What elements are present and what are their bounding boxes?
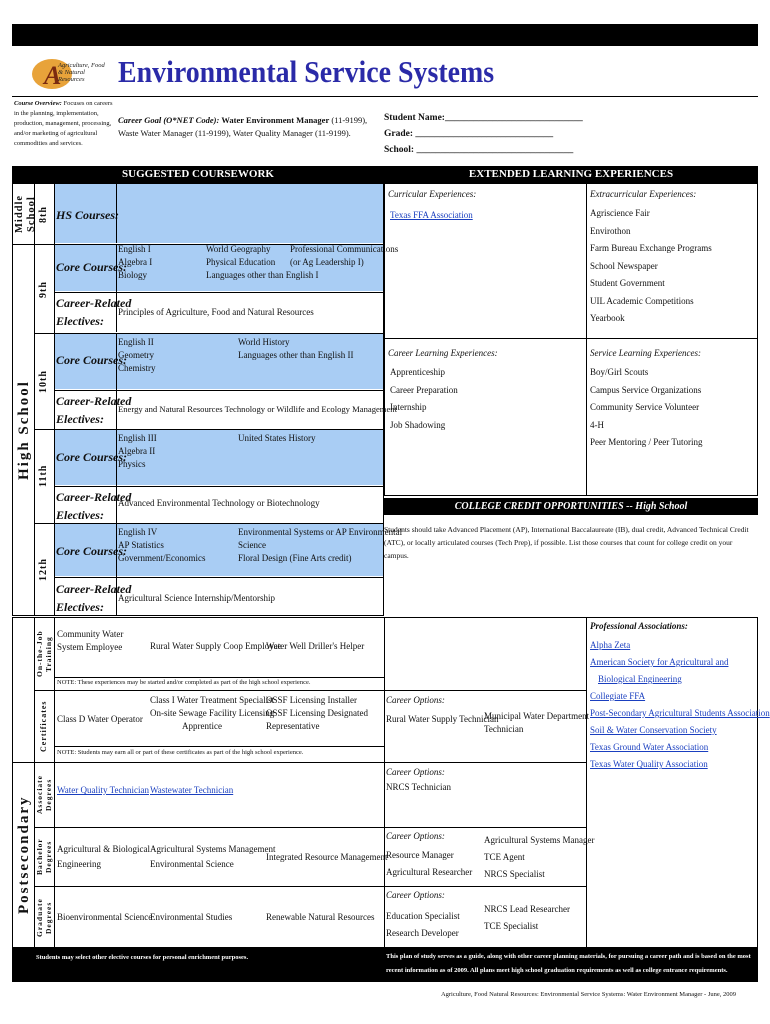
- bachelor-col1: Agricultural & Biological Engineering: [57, 844, 150, 869]
- grade-12-label: 12th: [38, 558, 49, 582]
- core-courses-label-12: Core Courses:: [56, 544, 128, 558]
- high-school-label: High School: [16, 380, 32, 480]
- cert-note: NOTE: Students may earn all or part of these certificates as part of the high school experience.: [57, 749, 304, 756]
- bachelor-col3: Integrated Resource Management: [266, 852, 388, 862]
- tgwa-link[interactable]: Texas Ground Water Association: [590, 742, 709, 752]
- bachelor-label: Bachelor Degrees: [35, 838, 53, 876]
- course-overview-label: Course Overview:: [14, 100, 62, 107]
- postsecondary-label: Postsecondary: [16, 795, 32, 915]
- career-options-label-assoc: Career Options:: [386, 767, 445, 777]
- wastewater-technician-link[interactable]: Wastewater Technician: [150, 785, 234, 795]
- graduate-col1: Bioenvironmental Science: [57, 912, 153, 922]
- grade11-core-col2: United States History: [238, 433, 316, 443]
- grade10-core-col1: English II Geometry Chemistry: [118, 337, 156, 373]
- graduate-col3: Renewable Natural Resources: [266, 912, 375, 922]
- career-goal: [118, 114, 380, 140]
- associate-label: Associate Degrees: [35, 775, 53, 815]
- career-options-label-bach: Career Options:: [386, 831, 445, 841]
- career-options-grad-a: Education Specialist Research Developer: [386, 911, 460, 938]
- ojt-label: On-the-Job Training: [35, 630, 53, 678]
- grade-10-label: 10th: [38, 370, 49, 394]
- professional-associations-list: [590, 637, 770, 773]
- page-title: Environmental Service Systems: [118, 54, 495, 89]
- grade-8-label: 8th: [38, 206, 49, 224]
- certificates-label: Certificates: [39, 700, 48, 752]
- career-options-label-cert: Career Options:: [386, 695, 445, 705]
- grade10-electives: Energy and Natural Resources Technology or Wildlife and Ecology Management: [118, 404, 397, 414]
- ojt-col3: Water Well Driller's Helper: [266, 641, 365, 651]
- career-related-label-11: Career-Related Electives:: [56, 490, 132, 522]
- professional-associations-label: Professional Associations:: [590, 621, 688, 631]
- ojt-note: NOTE: These experiences may be started and/or completed as part of the high school experience.: [57, 679, 311, 686]
- grade9-core-col2: World Geography Physical Education Languages other than English I: [206, 244, 319, 280]
- career-goal-rest: (11-9199), Waste Water Manager (11-9199), Water Quality Manager (11-9199).: [118, 115, 368, 138]
- cert-col2: Class I Water Treatment Specialist On-site Sewage Facility Licensing Apprentice: [150, 695, 275, 731]
- grade9-core-col1: English I Algebra I Biology: [118, 244, 153, 280]
- bachelor-col2: Agricultural Systems Management Environmental Science: [150, 844, 276, 869]
- hs-courses-label: HS Courses:: [56, 208, 120, 222]
- career-options-bach-a: Resource Manager Agricultural Researcher: [386, 850, 473, 877]
- career-options-cert-a: Rural Water Supply Technician: [386, 714, 499, 724]
- career-options-cert-b: Municipal Water Department Technician: [484, 711, 590, 734]
- asabe-link[interactable]: American Society for Agricultural and: [590, 657, 729, 667]
- core-courses-label-10: Core Courses:: [56, 353, 128, 367]
- core-courses-label-9: Core Courses:: [56, 260, 128, 274]
- cert-col3: OSSF Licensing Installer OSSF Licensing Designated Representative: [266, 695, 368, 731]
- grade11-electives: Advanced Environmental Technology or Biotechnology: [118, 498, 320, 508]
- extracurricular-label: Extracurricular Experiences:: [590, 189, 697, 199]
- footer-right-text: This plan of study serves as a guide, along with other career planning materials, for pursuing a career path and is based on the most recent information as of 2009. All plans meet high school graduation requirements as well as college entrance requirements.: [386, 953, 751, 974]
- suggested-coursework-header: SUGGESTED COURSEWORK: [12, 166, 384, 183]
- logo: [28, 52, 108, 92]
- twqa-link[interactable]: Texas Water Quality Association: [590, 759, 708, 769]
- course-overview-text: Focuses on careers in the planning, implementation, production, management, processing, and/or marketing of agricultural commodities and services.: [14, 100, 113, 147]
- grade11-core-col1: English III Algebra II Physics: [118, 433, 157, 469]
- grade-field[interactable]: Grade: _____________________________: [384, 129, 554, 139]
- ojt-col2: Rural Water Supply Coop Employee: [150, 641, 282, 651]
- ojt-col1: Community Water System Employee: [57, 629, 124, 652]
- divider: [12, 96, 758, 97]
- college-credit-header: COLLEGE CREDIT OPPORTUNITIES -- High School: [384, 498, 758, 515]
- cert-col1: Class D Water Operator: [57, 714, 143, 724]
- grade10-core-col2: World History Languages other than English II: [238, 337, 354, 360]
- career-goal-label: Career Goal (O*NET Code):: [118, 115, 220, 125]
- asabe-link-cont[interactable]: Biological Engineering: [598, 674, 682, 684]
- svg-text:A: A: [44, 61, 62, 90]
- student-name-field[interactable]: Student Name:_____________________________: [384, 113, 583, 123]
- school-field[interactable]: School: _________________________________: [384, 145, 574, 155]
- grade12-core-col1: English IV AP Statistics Government/Economics: [118, 527, 206, 563]
- grade9-core-col3: Professional Communications (or Ag Leadership I): [290, 244, 399, 267]
- extended-learning-header: EXTENDED LEARNING EXPERIENCES: [384, 166, 758, 183]
- footer-bottom-text: Agriculture, Food Natural Resources: Environmental Service Systems: Water Environment Manager - June, 2009: [440, 991, 736, 998]
- career-goal-bold: Water Environment Manager: [221, 115, 330, 125]
- grade12-electives: Agricultural Science Internship/Mentorship: [118, 593, 275, 603]
- career-learning-label: Career Learning Experiences:: [388, 348, 498, 358]
- college-credit-text: Students should take Advanced Placement (AP), International Baccalaureate (IB), dual credit, Advanced Technical Credit (ATC), or locally articulated courses (Tech Prep), if possible. List those courses that count for college credit on your campus.: [384, 525, 749, 560]
- career-options-label-grad: Career Options:: [386, 890, 445, 900]
- career-related-label-12: Career-Related Electives:: [56, 582, 132, 614]
- swcs-link[interactable]: Soil & Water Conservation Society: [590, 725, 717, 735]
- career-learning-list: Apprenticeship Career Preparation Internship Job Shadowing: [390, 367, 458, 430]
- career-options-bach-b: Agricultural Systems Manager TCE Agent NRCS Specialist: [484, 835, 595, 879]
- texas-ffa-link[interactable]: Texas FFA Association: [390, 210, 473, 220]
- psasa-link[interactable]: Post-Secondary Agricultural Students Association: [590, 708, 770, 718]
- core-courses-label-11: Core Courses:: [56, 450, 128, 464]
- service-learning-label: Service Learning Experiences:: [590, 348, 701, 358]
- graduate-col2: Environmental Studies: [150, 912, 233, 922]
- graduate-label: Graduate Degrees: [35, 898, 53, 937]
- career-related-label-9: Career-Related Electives:: [56, 296, 132, 328]
- top-bar: [12, 24, 758, 46]
- service-learning-list: Boy/Girl Scouts Campus Service Organizations Community Service Volunteer 4-H Peer Mentoring / Peer Tutoring: [590, 367, 703, 447]
- grade12-core-col2: Environmental Systems or AP Environmental Science Floral Design (Fine Arts credit): [238, 527, 403, 563]
- grade9-electives: Principles of Agriculture, Food and Natural Resources: [118, 307, 314, 317]
- grade-9-label: 9th: [38, 281, 49, 299]
- career-related-label-10: Career-Related Electives:: [56, 394, 132, 426]
- career-options-grad-b: NRCS Lead Researcher TCE Specialist: [484, 904, 570, 931]
- middle-school-label: Middle School: [14, 194, 37, 234]
- career-options-assoc: NRCS Technician: [386, 782, 451, 792]
- logo-text: Agriculture, Food & Natural Resources: [58, 62, 105, 83]
- course-overview: [14, 99, 116, 149]
- alpha-zeta-link[interactable]: Alpha Zeta: [590, 640, 631, 650]
- footer-left-text: Students may select other elective courses for personal enrichment purposes.: [36, 954, 249, 961]
- collegiate-ffa-link[interactable]: Collegiate FFA: [590, 691, 646, 701]
- extracurricular-list: Agriscience Fair Envirothon Farm Bureau Exchange Programs School Newspaper Student Government UIL Academic Competitions Yearbook: [590, 208, 712, 323]
- grade-11-label: 11th: [38, 464, 49, 488]
- water-quality-technician-link[interactable]: Water Quality Technician: [57, 785, 149, 795]
- curricular-label: Curricular Experiences:: [388, 189, 477, 199]
